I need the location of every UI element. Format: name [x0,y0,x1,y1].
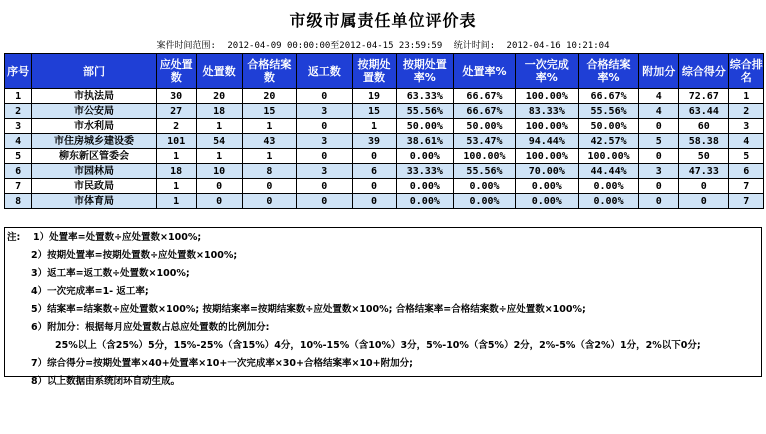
table-cell: 50.00% [454,119,516,134]
column-header: 处置数 [196,54,242,89]
note-text: 25%以上（含25%）5分，15%-25%（含15%）4分，10%-15%（含10%）3分，5%-10%（含5%）2分，2%-5%（含2%）1分，2%以下0分; [55,340,701,351]
note-line-6b [5,337,761,355]
table-cell: 5 [5,149,32,164]
column-header: 一次完成率% [515,54,578,89]
table-cell: 1 [156,194,196,209]
table-cell: 18 [196,104,242,119]
table-row [5,179,764,194]
table-cell: 55.56% [396,104,454,119]
note-text: 7）综合得分=按期处置率×40+处置率×10+一次完成率×30+合格结案率×10+附加分; [31,358,413,369]
table-cell: 53.47% [454,134,516,149]
table-cell: 1 [352,119,396,134]
table-cell: 4 [729,134,764,149]
department-cell: 市住房城乡建设委 [32,134,157,149]
table-cell: 58.38 [679,134,729,149]
stat-time-value: 2012-04-16 10:21:04 [506,41,610,51]
table-cell: 0 [297,194,352,209]
department-cell: 市公安局 [32,104,157,119]
table-cell: 0 [639,179,679,194]
note-line-5 [5,301,761,319]
table-cell: 101 [156,134,196,149]
department-cell: 市体育局 [32,194,157,209]
table-cell: 100.00% [454,149,516,164]
table-cell: 38.61% [396,134,454,149]
note-text: 5）结案率=结案数÷应处置数×100%; 按期结案率=按期结案数÷应处置数×100%; 合格结案率=合格结案数÷应处置数×100%; [31,304,586,315]
table-cell: 7 [729,179,764,194]
table-cell: 42.57% [578,134,639,149]
table-cell: 27 [156,104,196,119]
table-cell: 0.00% [515,179,578,194]
table-cell: 50.00% [578,119,639,134]
table-cell: 47.33 [679,164,729,179]
table-cell: 0.00% [396,149,454,164]
stat-range-value: 2012-04-09 00:00:00至2012-04-15 23:59:59 [227,41,443,51]
table-cell: 0 [297,119,352,134]
table-cell: 1 [5,89,32,104]
table-cell: 0 [196,194,242,209]
table-row [5,89,764,104]
notes-prefix: 注: [7,232,21,243]
table-cell: 43 [242,134,296,149]
note-line-8 [5,373,761,391]
table-cell: 66.67% [578,89,639,104]
column-header: 处置率% [454,54,516,89]
table-row [5,119,764,134]
note-line-3 [5,265,761,283]
table-row [5,104,764,119]
table-cell: 1 [729,89,764,104]
column-header: 按期处置率% [396,54,454,89]
column-header: 综合排名 [729,54,764,89]
table-cell: 5 [639,134,679,149]
table-cell: 50 [679,149,729,164]
column-header: 返工数 [297,54,352,89]
table-cell: 0.00% [578,179,639,194]
table-cell: 39 [352,134,396,149]
note-line-7 [5,355,761,373]
table-cell: 30 [156,89,196,104]
table-cell: 1 [196,119,242,134]
table-cell: 0 [679,179,729,194]
column-header: 综合得分 [679,54,729,89]
table-cell: 7 [729,194,764,209]
table-cell: 3 [639,164,679,179]
table-row [5,194,764,209]
table-cell: 55.56% [578,104,639,119]
table-cell: 15 [352,104,396,119]
table-cell: 3 [297,134,352,149]
table-cell: 3 [729,119,764,134]
table-row [5,149,764,164]
table-body [5,89,764,209]
department-cell: 市执法局 [32,89,157,104]
table-cell: 1 [156,149,196,164]
table-cell: 0 [679,194,729,209]
table-cell: 20 [242,89,296,104]
column-header: 合格结案率% [578,54,639,89]
table-cell: 1 [242,149,296,164]
column-header: 部门 [32,54,157,89]
table-cell: 0 [242,179,296,194]
table-cell: 55.56% [454,164,516,179]
table-cell: 66.67% [454,89,516,104]
table-cell: 5 [729,149,764,164]
table-cell: 63.33% [396,89,454,104]
table-cell: 18 [156,164,196,179]
table-cell: 6 [5,164,32,179]
stat-time-label: 统计时间: [453,41,496,51]
table-cell: 0 [352,194,396,209]
table-cell: 10 [196,164,242,179]
table-cell: 100.00% [578,149,639,164]
table-cell: 4 [5,134,32,149]
table-cell: 0 [352,149,396,164]
table-cell: 50.00% [396,119,454,134]
table-row [5,164,764,179]
table-cell: 3 [297,104,352,119]
table-cell: 0.00% [454,179,516,194]
note-line-6 [5,319,761,337]
table-cell: 1 [156,179,196,194]
table-cell: 100.00% [515,149,578,164]
table-cell: 0.00% [454,194,516,209]
table-header-row [5,54,764,89]
table-cell: 7 [5,179,32,194]
table-cell: 0.00% [578,194,639,209]
table-cell: 0 [639,149,679,164]
table-cell: 70.00% [515,164,578,179]
table-cell: 8 [5,194,32,209]
table-cell: 0.00% [396,194,454,209]
column-header: 应处置数 [156,54,196,89]
table-cell: 94.44% [515,134,578,149]
department-cell: 市民政局 [32,179,157,194]
table-cell: 19 [352,89,396,104]
column-header: 序号 [5,54,32,89]
note-text: 1）处置率=处置数÷应处置数×100%; [33,232,202,243]
table-cell: 44.44% [578,164,639,179]
table-cell: 100.00% [515,89,578,104]
notes-panel [4,227,762,387]
table-cell: 0 [639,194,679,209]
table-cell: 72.67 [679,89,729,104]
table-cell: 2 [156,119,196,134]
table-cell: 0.00% [515,194,578,209]
table-cell: 0 [242,194,296,209]
table-cell: 1 [196,149,242,164]
note-text: 8）以上数据由系统闭环自动生成。 [31,376,181,387]
table-cell: 0 [639,119,679,134]
table-cell: 60 [679,119,729,134]
note-text: 3）返工率=返工数÷处置数×100%; [31,268,190,279]
note-line-1 [5,229,761,247]
department-cell: 市水利局 [32,119,157,134]
table-cell: 63.44 [679,104,729,119]
note-line-4 [5,283,761,301]
table-cell: 1 [242,119,296,134]
column-header: 合格结案数 [242,54,296,89]
note-text: 6）附加分：根据每月应处置数占总应处置数的比例加分: [31,322,270,333]
note-text: 4）一次完成率=1- 返工率; [31,286,149,297]
table-cell: 0 [352,179,396,194]
table-cell: 3 [5,119,32,134]
page-title: 市级市属责任单位评价表 [289,11,477,30]
table-cell: 15 [242,104,296,119]
report-meta [0,38,766,51]
table-cell: 0 [196,179,242,194]
department-cell: 市园林局 [32,164,157,179]
table-cell: 83.33% [515,104,578,119]
table-row [5,134,764,149]
note-text: 2）按期处置率=按期处置数÷应处置数×100%; [31,250,238,261]
table-cell: 54 [196,134,242,149]
table-cell: 0 [297,179,352,194]
table-cell: 66.67% [454,104,516,119]
table-cell: 6 [729,164,764,179]
table-cell: 0.00% [396,179,454,194]
table-cell: 4 [639,89,679,104]
column-header: 按期处置数 [352,54,396,89]
note-line-2 [5,247,761,265]
table-cell: 2 [729,104,764,119]
table-cell: 0 [297,89,352,104]
table-cell: 33.33% [396,164,454,179]
column-header: 附加分 [639,54,679,89]
table-cell: 100.00% [515,119,578,134]
table-cell: 3 [297,164,352,179]
stat-range-label: 案件时间范围: [156,41,216,51]
department-cell: 柳东新区管委会 [32,149,157,164]
evaluation-table [4,53,764,209]
table-cell: 8 [242,164,296,179]
table-cell: 6 [352,164,396,179]
table-cell: 20 [196,89,242,104]
table-cell: 4 [639,104,679,119]
table-cell: 2 [5,104,32,119]
table-cell: 0 [297,149,352,164]
